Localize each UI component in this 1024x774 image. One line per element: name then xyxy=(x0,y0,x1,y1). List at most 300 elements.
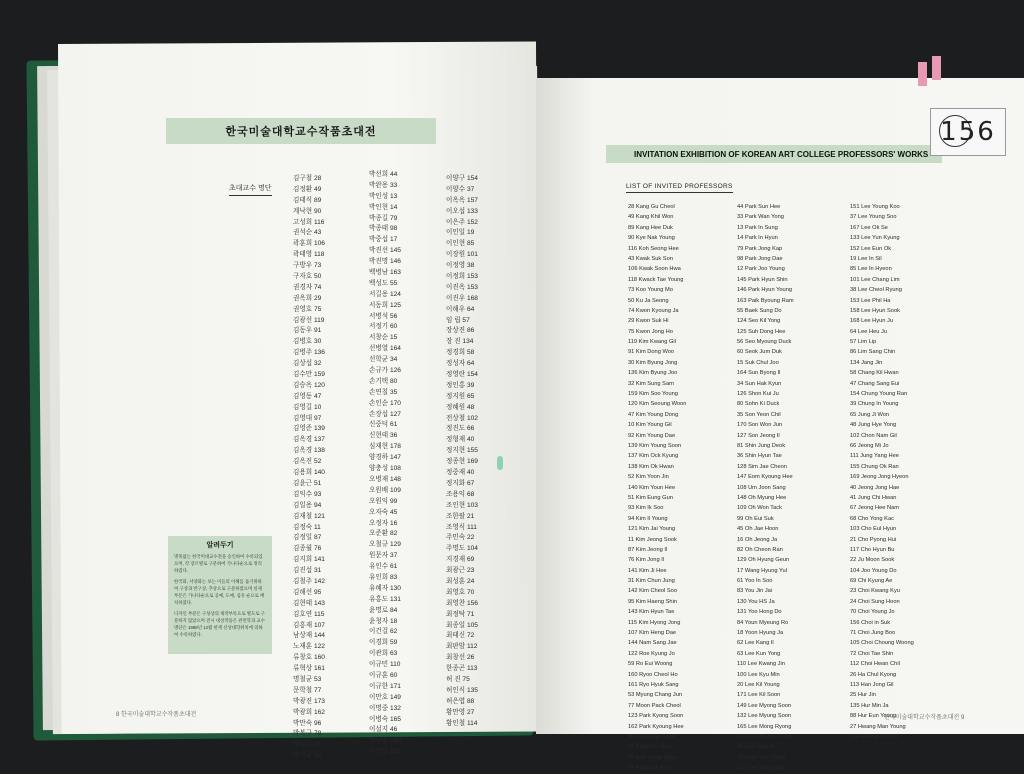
name-entry: 146 Park Hyun Young xyxy=(737,287,793,294)
name-entry: 박종길 79 xyxy=(369,214,398,222)
name-entry: 115 Kim Hyong Jong xyxy=(628,619,681,626)
name-entry: 허은엽 88 xyxy=(446,697,475,705)
name-entry: 26 Ha Chul Kyong xyxy=(850,671,897,678)
name-entry: 오철규 129 xyxy=(369,541,401,549)
name-entry: 161 Ryo Hyuk Sang xyxy=(628,681,679,688)
name-entry: 유인희 83 xyxy=(369,573,398,581)
name-entry: 김용희 140 xyxy=(293,469,325,477)
name-entry: 김영대 97 xyxy=(293,414,322,422)
name-entry: 조영식 111 xyxy=(446,523,477,531)
name-entry: 김정일 87 xyxy=(293,534,322,542)
name-entry: 30 Kim Byung Jong xyxy=(628,359,678,366)
name-entry: 39 Chung In Young xyxy=(850,401,899,408)
name-entry: 123 Park Kyong Soon xyxy=(628,713,684,720)
name-entry: 백성도 55 xyxy=(369,279,398,287)
name-entry: 김흥재 107 xyxy=(293,621,325,629)
name-entry: 50 Ku Ja Seong xyxy=(628,297,669,304)
name-entry: 48 Jung Hye Yong xyxy=(850,422,897,429)
name-entry: 이양상 157 xyxy=(369,748,401,756)
name-entry: 86 Lim Sang Chin xyxy=(850,349,896,356)
name-entry: 오병재 148 xyxy=(369,475,401,483)
name-entry: 163 Paik Byoung Ram xyxy=(737,297,794,304)
name-entry: 130 You HS Ja xyxy=(737,598,775,605)
korean-name-column-3 xyxy=(446,174,478,729)
name-entry: 노재훈 122 xyxy=(293,643,325,651)
name-entry: 이명중 132 xyxy=(369,704,401,712)
name-entry: 91 Kim Dong Woo xyxy=(628,349,675,356)
name-entry: 32 Kim Sung Sam xyxy=(628,380,674,387)
name-entry: 88 Hur Eun Young xyxy=(850,713,897,720)
name-entry: 황인철 114 xyxy=(446,719,478,727)
name-entry: 김승옥 120 xyxy=(293,381,325,389)
name-entry: 이진우 168 xyxy=(446,294,478,302)
name-entry: 70 Choi Young Jo xyxy=(850,609,895,616)
name-entry: 명철균 53 xyxy=(293,675,322,683)
name-entry: 서동희 125 xyxy=(369,301,401,309)
name-entry: 94 Kim Il Young xyxy=(628,515,668,522)
name-entry: 22 Ju Moon Sook xyxy=(850,557,895,564)
name-entry: 신현태 36 xyxy=(369,432,398,440)
name-entry: 선학균 34 xyxy=(369,356,398,364)
name-entry: 김진섭 31 xyxy=(293,567,322,575)
name-entry: 손연칠 35 xyxy=(369,388,398,396)
sticky-note-number: 156 xyxy=(940,117,996,147)
name-entry: 69 Chi Kyung Ae xyxy=(850,578,893,585)
notice-title: 알려두기 xyxy=(206,542,234,549)
name-entry: 157 Lee Yang Sup xyxy=(737,765,784,772)
notice-paragraph: 한국화, 서양화는 보는 이들의 이해를 돕기위하여 구상과 반구상, 추상으로 구분하였으며 실제 부문은 가나다순으로 공예, 도예, 섬유 순으로 배치하였다. xyxy=(174,579,265,605)
name-entry: 계낙현 90 xyxy=(293,207,322,215)
name-entry: 이장원 101 xyxy=(446,251,478,259)
english-name-column-2 xyxy=(737,202,794,773)
name-entry: 164 Sun Byong Il xyxy=(737,370,781,377)
name-entry: 전상철 102 xyxy=(446,414,478,422)
left-section-label: 초대교수 명단 xyxy=(229,183,272,196)
name-entry: 112 Choi Hwan Chil xyxy=(850,661,900,668)
name-entry: 85 Lee In Hyeon xyxy=(850,266,892,273)
name-entry: 장 진 134 xyxy=(446,338,474,346)
name-entry: 김윤근 51 xyxy=(293,479,322,487)
name-entry: 주명도 104 xyxy=(446,545,478,553)
name-entry: 김호연 115 xyxy=(293,610,325,618)
name-entry: 허인식 135 xyxy=(446,686,478,694)
name-entry: 35 Son Yeon Chil xyxy=(737,411,781,418)
name-entry: 16 Oh Jeong Ja xyxy=(737,536,778,543)
name-entry: 손장섭 127 xyxy=(369,410,401,418)
name-entry: 윤청자 18 xyxy=(369,617,398,625)
name-entry: 143 Kim Hyun Tae xyxy=(628,609,675,616)
name-entry: 최종일 105 xyxy=(446,621,478,629)
name-entry: 서정기 60 xyxy=(369,323,398,331)
name-entry: 지경재 69 xyxy=(446,556,475,564)
name-entry: 72 Choi Tae Shin xyxy=(850,650,894,657)
name-entry: 47 Kim Young Dong xyxy=(628,411,679,418)
name-entry: 이진옥 153 xyxy=(446,283,478,291)
name-entry: 77 Moon Pack Cheol xyxy=(628,702,681,709)
name-entry: 34 Sun Hak Kyun xyxy=(737,380,782,387)
name-entry: 최영호 70 xyxy=(446,588,475,596)
name-entry: 40 Jeong Jong Hae xyxy=(850,484,900,491)
name-entry: 정인홍 39 xyxy=(446,381,475,389)
name-entry: 90 Kye Nak Young xyxy=(628,235,675,242)
name-entry: 14 Park In Hyun xyxy=(737,235,778,242)
name-entry: 116 Koh Seong Hee xyxy=(628,245,679,252)
name-entry: 정형재 40 xyxy=(446,436,475,444)
name-entry: 정종현 169 xyxy=(446,458,478,466)
english-name-column-1 xyxy=(628,202,686,773)
name-entry: 김종월 76 xyxy=(293,545,322,553)
name-entry: 김영동 47 xyxy=(293,392,322,400)
name-entry: 정성자 64 xyxy=(446,360,475,368)
name-entry: 152 Lee Eun Ok xyxy=(850,245,892,252)
name-entry: 조인현 103 xyxy=(446,501,478,509)
name-entry: 박진선 145 xyxy=(369,247,401,255)
name-entry: 오정자 16 xyxy=(369,519,398,527)
name-entry: 11 Kim Jeong Sook xyxy=(628,536,677,543)
name-entry: 56 Seo Myoung Duck xyxy=(737,339,792,346)
name-entry: 142 Kim Cheol Soo xyxy=(628,588,678,595)
name-entry: 이양구 154 xyxy=(446,175,478,182)
name-entry: 96 Park Man Sook xyxy=(628,733,675,740)
name-entry: 권석순 43 xyxy=(293,229,322,237)
name-entry: 김정숙 11 xyxy=(293,523,321,531)
name-entry: 60 Seok Jum Duk xyxy=(737,349,782,356)
name-entry: 75 Kwon Jong Ho xyxy=(628,328,673,335)
name-entry: 박진명 146 xyxy=(369,258,401,266)
name-entry: 허 진 75 xyxy=(446,675,470,683)
name-entry: 박중섭 17 xyxy=(369,236,398,244)
name-entry: 황만영 27 xyxy=(446,708,475,716)
name-entry: 오자숙 45 xyxy=(369,508,398,516)
name-entry: 정진도 66 xyxy=(446,425,475,433)
sticky-note xyxy=(930,108,1006,156)
name-entry: 153 Lee Phil Ha xyxy=(850,297,891,304)
name-entry: 118 Kwack Tae Young xyxy=(628,276,684,283)
name-entry: 정영란 154 xyxy=(446,371,478,379)
name-entry: 137 Kim Ock Kyung xyxy=(628,453,679,460)
name-entry: 박종태 98 xyxy=(369,225,398,233)
name-entry: 27 Hwang Man Young xyxy=(850,723,906,730)
name-entry: 37 Lee Young Soo xyxy=(850,214,897,221)
name-entry: 13 Park In Sung xyxy=(737,224,778,231)
name-entry: 171 Lee Kil Soon xyxy=(737,692,781,699)
name-entry: 한종곤 113 xyxy=(446,665,478,673)
name-entry: 57 Lim Lip xyxy=(850,339,877,346)
name-entry: 신중덕 61 xyxy=(369,421,398,429)
name-entry: 정지원 65 xyxy=(446,392,475,400)
name-entry: 최영찬 156 xyxy=(446,599,478,607)
right-footer: 한국미술대학교수작품초대전 9 xyxy=(884,715,965,721)
english-name-column-3 xyxy=(850,202,914,742)
name-entry: 권옥희 29 xyxy=(293,294,322,302)
name-entry: 119 Kim Kwang Gil xyxy=(628,339,676,346)
name-entry: 104 Joo Young Do xyxy=(850,567,897,574)
name-entry: 백병남 163 xyxy=(369,269,401,277)
name-entry: 81 Shin Jung Deok xyxy=(737,442,786,449)
name-entry: 45 Oh Jae Hoon xyxy=(737,526,779,533)
name-entry: 133 Lee Yun Kyung xyxy=(850,235,900,242)
name-entry: 138 Kim Ok Hwan xyxy=(628,463,674,470)
name-entry: 주민숙 22 xyxy=(446,534,475,542)
notice-box xyxy=(168,536,272,654)
name-entry: 김철주 142 xyxy=(293,577,325,585)
name-entry: 110 Lee Kwang Jin xyxy=(737,661,785,668)
name-entry: 95 Kim Haeng Shin xyxy=(628,598,678,605)
right-page-title: INVITATION EXHIBITION OF KOREAN ART COLLEGE PROFESSORS' WORKS xyxy=(606,145,942,163)
name-entry: 박인현 14 xyxy=(369,203,398,211)
name-entry: 140 Kim Youn Hee xyxy=(628,484,676,491)
name-entry: 정지현 155 xyxy=(446,447,478,455)
name-entry: 159 Kim Soo Young xyxy=(628,391,678,398)
name-entry: 최판암 112 xyxy=(446,643,478,651)
name-entry: 136 Kim Byung Joo xyxy=(628,370,678,377)
name-entry: 문학철 77 xyxy=(293,686,322,694)
name-entry: 김상섭 32 xyxy=(293,360,322,368)
name-entry: 이정영 38 xyxy=(446,262,475,270)
name-entry: 51 Kim Eung Gun xyxy=(628,494,673,501)
name-entry: 12 Park Joo Young xyxy=(737,266,785,273)
name-entry: 이은주 152 xyxy=(446,218,478,226)
name-entry: 류창호 160 xyxy=(293,654,325,662)
name-entry: 144 Nam Sang Jae xyxy=(628,640,677,647)
name-entry: 28 Kang Gu Cheol xyxy=(628,204,675,210)
name-entry: 132 Lee Myung Soon xyxy=(737,713,792,720)
name-entry: 이경희 59 xyxy=(369,639,398,647)
left-page-title: 한국미술대학교수작품초대전 xyxy=(166,118,436,144)
name-entry: 김정환 49 xyxy=(293,185,322,193)
name-entry: 83 You Jin Jai xyxy=(737,588,773,595)
name-entry: 170 Son Won Jun xyxy=(737,422,783,429)
name-entry: 59 Ro Eui Woong xyxy=(628,661,673,668)
name-entry: 156 Choi in Suk xyxy=(850,619,891,626)
name-entry: 55 Baek Sung Do xyxy=(737,307,782,314)
name-entry: 17 Wang Hyung Yul xyxy=(737,567,787,574)
name-entry: 68 Cho Yong Kac xyxy=(850,515,894,522)
name-entry: 조한팔 21 xyxy=(446,512,475,520)
name-entry: 135 Hur Min Ja xyxy=(850,702,889,709)
name-entry: 155 Chung Ok Ran xyxy=(850,463,899,470)
name-entry: 108 Um Joon Sang xyxy=(737,484,786,491)
name-entry: 박광희 162 xyxy=(293,708,325,716)
name-entry: 이해우 64 xyxy=(446,305,475,313)
name-entry: 131 Yoo Hong Do xyxy=(737,609,782,616)
name-entry: 박만숙 96 xyxy=(293,719,322,727)
name-entry: 117 Cho Hyun Bu xyxy=(850,546,895,553)
name-entry: 47 Chang Sang Eui xyxy=(850,380,900,387)
name-entry: 149 Lee Myong Soon xyxy=(737,702,792,709)
name-entry: 선병열 164 xyxy=(369,345,401,353)
name-entry: 19 Lee In Sil xyxy=(850,255,882,262)
name-entry: 53 Myung Chang Jun xyxy=(628,692,683,699)
name-entry: 권영호 75 xyxy=(293,305,322,313)
name-entry: 박완용 33 xyxy=(369,181,398,189)
name-entry: 조용익 68 xyxy=(446,490,475,498)
name-entry: 66 Jeong Mi Jo xyxy=(850,442,889,449)
name-entry: 92 Kim Young Dae xyxy=(628,432,676,439)
name-entry: 93 Kim Ik Soo xyxy=(628,505,664,512)
name-entry: 임 립 57 xyxy=(446,316,470,324)
name-entry: 박선희 44 xyxy=(369,171,398,178)
name-entry: 오준환 82 xyxy=(369,530,398,538)
name-entry: 121 Kim Jai Young xyxy=(628,526,676,533)
name-entry: 43 Kwak Suk Son xyxy=(628,255,673,262)
name-entry: 김구철 28 xyxy=(293,175,322,182)
name-entry: 63 Lee Kun Yong xyxy=(737,650,781,657)
name-entry: 124 Seo Kil Yong xyxy=(737,318,781,325)
name-entry: 111 Jung Yang Hee xyxy=(850,453,899,460)
name-entry: 이규한 171 xyxy=(369,682,401,690)
name-entry: 박상무 97 xyxy=(293,741,322,749)
name-entry: 36 Shin Hyun Tae xyxy=(737,453,782,460)
name-entry: 21 Cho Pyong Hui xyxy=(850,536,897,543)
name-entry: 윤명로 84 xyxy=(369,606,398,614)
name-entry: 109 Oh Won Tack xyxy=(737,505,782,512)
name-entry: 23 Choi Kwang Kyu xyxy=(850,588,900,595)
name-entry: 이옥옥 157 xyxy=(446,196,478,204)
name-entry: 166 Lee Byung Chum xyxy=(737,733,793,740)
name-entry: 정중재 40 xyxy=(446,469,475,477)
name-entry: 150 Lee Soo Cheol xyxy=(737,754,786,761)
name-entry: 서병석 56 xyxy=(369,312,398,320)
name-entry: 이병숙 165 xyxy=(369,715,401,723)
name-entry: 97 park Sang Woo xyxy=(628,754,676,761)
name-entry: 102 Chon Nam Gil xyxy=(850,432,897,439)
name-entry: 10 Kim Young Gil xyxy=(628,422,672,429)
name-entry: 46 Lee Seol Ja xyxy=(737,744,775,751)
notice-paragraph: 디자인 부분은 구성상의 제작부록으로 별도로 구분하지 않았으며 전시 대상작품은 관련학과 교수명단은 1988년 12월 현재 신상대학위치에 의하여 수록하였다. xyxy=(174,611,265,637)
name-entry: 정혜원 48 xyxy=(446,403,475,411)
name-entry: 169 Jeong Jong Hyeon xyxy=(850,474,909,481)
name-entry: 김일용 94 xyxy=(293,501,322,509)
name-entry: 이규훈 60 xyxy=(369,671,398,679)
green-smudge xyxy=(497,456,503,470)
korean-name-column-2 xyxy=(369,170,401,758)
name-entry: 122 Roe Kyung Jo xyxy=(628,650,675,657)
right-section-label: LIST OF INVITED PROFESSORS xyxy=(626,183,733,193)
name-entry: 양경하 147 xyxy=(369,454,401,462)
name-entry: 최광근 23 xyxy=(446,567,475,575)
name-entry: 손규가 126 xyxy=(369,367,401,375)
name-entry: 서길용 124 xyxy=(369,290,401,298)
name-entry: 서창순 15 xyxy=(369,334,398,342)
name-entry: 107 Kim Heng Dae xyxy=(628,630,677,637)
name-entry: 99 Oh Eui Suk xyxy=(737,515,774,522)
name-entry: 김광선 119 xyxy=(293,316,325,324)
bookmark-tab xyxy=(918,62,927,86)
name-entry: 손인순 170 xyxy=(369,399,401,407)
name-entry: 79 Park Jong Kap xyxy=(737,245,783,252)
korean-name-column-1 xyxy=(293,174,325,762)
name-entry: 134 Jang Jin xyxy=(850,359,883,366)
left-footer: 8 한국미술대학교수작품초대전 xyxy=(116,712,197,718)
name-entry: 61 Yoo In Soo xyxy=(737,578,773,585)
name-entry: 심재현 178 xyxy=(369,443,401,451)
name-entry: 김재철 121 xyxy=(293,512,325,520)
name-entry: 15 Suk Chul Joo xyxy=(737,359,779,366)
name-entry: 73 Koo Young Mo xyxy=(628,287,673,294)
name-entry: 박인성 13 xyxy=(369,192,398,200)
name-entry: 정지화 67 xyxy=(446,479,475,487)
name-entry: 박석균 54 xyxy=(293,752,322,760)
name-entry: 최성훈 24 xyxy=(446,577,475,585)
name-entry: 114 Hwang In Chul xyxy=(850,733,898,740)
name-entry: 정경희 58 xyxy=(446,349,475,357)
name-entry: 김동우 91 xyxy=(293,327,322,335)
name-entry: 44 Park Sun Hee xyxy=(737,204,781,210)
name-entry: 126 Shon Kui Ju xyxy=(737,391,779,398)
name-entry: 148 Oh Myung Hee xyxy=(737,494,787,501)
name-entry: 87 Kim Jeong Il xyxy=(628,546,668,553)
name-entry: 이관희 63 xyxy=(369,650,398,658)
name-entry: 128 Sim Jae Cheon xyxy=(737,463,787,470)
name-entry: 유인수 61 xyxy=(369,563,398,571)
name-entry: 양충성 108 xyxy=(369,465,401,473)
name-entry: 원문자 37 xyxy=(369,552,398,560)
bookmark-tab xyxy=(932,56,941,80)
name-entry: 41 Jung Chi Hwan xyxy=(850,494,897,501)
name-entry: 남상재 144 xyxy=(293,632,325,640)
name-entry: 62 Lee Kang Il xyxy=(737,640,774,647)
name-entry: 이양수 37 xyxy=(446,185,475,193)
name-entry: 52 Kim Yoon Jin xyxy=(628,474,669,481)
name-entry: 24 Choi Sung Hoon xyxy=(850,598,900,605)
name-entry: 김옥경 138 xyxy=(293,447,325,455)
name-entry: 박광진 173 xyxy=(293,697,325,705)
name-entry: 78 Park Boc Kyon xyxy=(628,744,674,751)
name-entry: 이규민 110 xyxy=(369,661,401,669)
name-entry: 이건걸 62 xyxy=(369,628,398,636)
name-entry: 127 Son Jeong Il xyxy=(737,432,780,439)
name-entry: 김해선 95 xyxy=(293,588,322,596)
name-entry: 이설지 46 xyxy=(369,726,398,734)
name-entry: 168 Lee Hyun Ju xyxy=(850,318,894,325)
name-entry: 김영길 10 xyxy=(293,403,322,411)
name-entry: 65 Jung Ji Won xyxy=(850,411,890,418)
name-entry: 158 Lee Hyun Sook xyxy=(850,307,900,314)
name-entry: 74 Kwon Kyoung Ja xyxy=(628,307,679,314)
name-entry: 101 Lee Chang Lim xyxy=(850,276,900,283)
name-entry: 31 Kim Chun Jung xyxy=(628,578,675,585)
name-entry: 103 Cho Eul Hyun xyxy=(850,526,897,533)
name-entry: 120 Kim Seoung Woon xyxy=(628,401,687,408)
name-entry: 82 Oh Cheon Ran xyxy=(737,546,783,553)
name-entry: 105 Choi Choung Woong xyxy=(850,640,914,647)
notice-paragraph: 명목없는 한국미대교수전을 승인하여 수록되었으며, 각 장르별로 구분하여 가나다순으로 정리하였다. xyxy=(174,554,263,573)
name-entry: 오원배 109 xyxy=(369,486,401,494)
name-entry: 유홍도 131 xyxy=(369,595,401,603)
name-entry: 38 Lee Cheol Ryung xyxy=(850,287,902,294)
name-entry: 김지희 141 xyxy=(293,556,325,564)
name-entry: 151 Lee Young Koo xyxy=(850,204,900,210)
name-entry: 구방우 73 xyxy=(293,262,322,270)
name-entry: 김옥진 52 xyxy=(293,458,322,466)
name-entry: 김영준 139 xyxy=(293,425,325,433)
name-entry: 71 Choi Jung Boo xyxy=(850,630,896,637)
name-entry: 유혜자 130 xyxy=(369,584,401,592)
name-entry: 167 Lee Ok Se xyxy=(850,224,888,231)
name-entry: 고성희 116 xyxy=(293,218,325,226)
name-entry: 이오섭 133 xyxy=(446,207,478,215)
name-entry: 106 Kwak Soon Hwa xyxy=(628,266,681,273)
name-entry: 이인현 85 xyxy=(446,240,475,248)
name-entry: 100 Lee Kyu Min xyxy=(737,671,780,678)
name-entry: 67 Jeong Hee Nam xyxy=(850,505,900,512)
name-entry: 김옥경 137 xyxy=(293,436,325,444)
name-entry: 64 Lee Heu Ju xyxy=(850,328,887,335)
name-entry: 박복규 78 xyxy=(293,730,322,738)
name-entry: 김병호 30 xyxy=(293,338,322,346)
name-entry: 129 Oh Hyung Geun xyxy=(737,557,790,564)
